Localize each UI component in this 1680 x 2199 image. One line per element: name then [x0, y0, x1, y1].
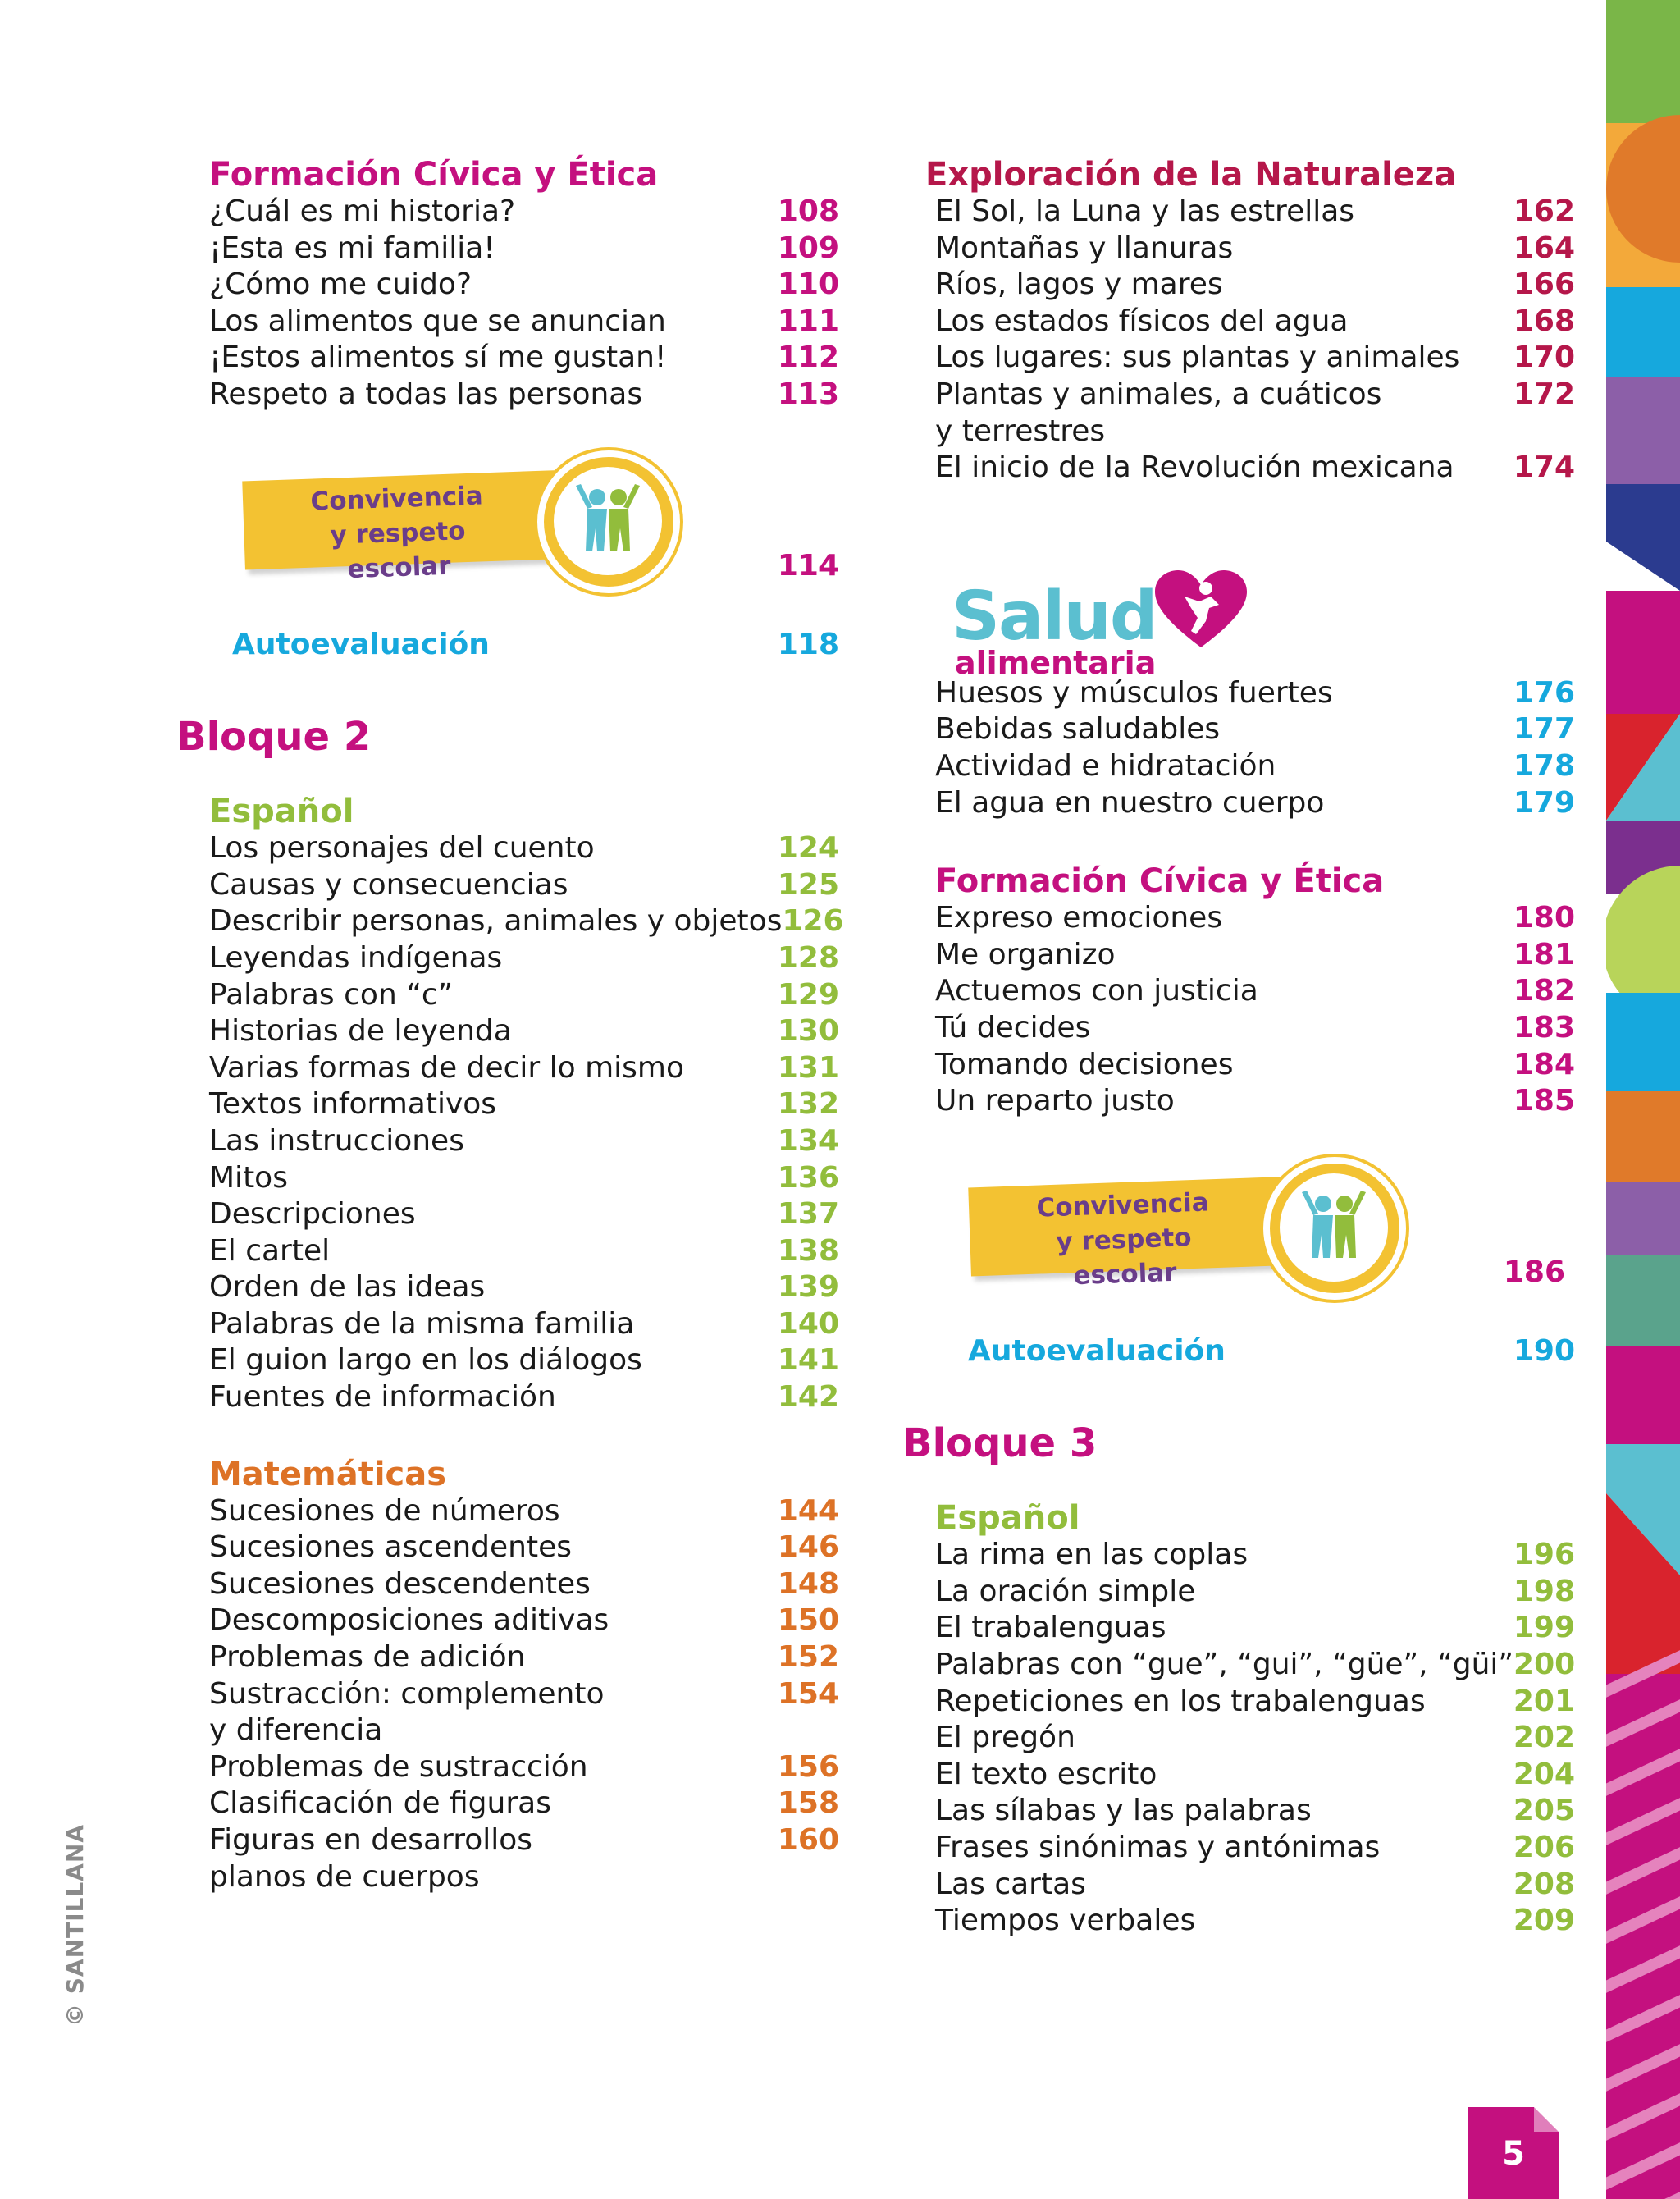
toc-entry-page: 141	[777, 1343, 839, 1378]
toc-entry-title: La oración simple	[935, 1574, 1196, 1608]
toc-entry-title: Sucesiones descendentes	[209, 1566, 591, 1601]
toc-entry	[935, 377, 1575, 450]
toc-entry	[935, 1010, 1575, 1047]
toc-entry	[209, 1013, 839, 1050]
toc-entry	[209, 194, 839, 231]
toc-entry	[935, 748, 1575, 785]
toc-entry-page: 137	[777, 1197, 839, 1232]
toc-entry-page: 124	[777, 831, 839, 866]
toc-entry-page: 180	[1513, 901, 1575, 935]
page-number: 5	[1502, 2135, 1525, 2173]
toc-entry-title: Tú decides	[935, 1010, 1091, 1045]
toc-entry	[209, 1379, 839, 1416]
toc-entry-title: Problemas de adición	[209, 1640, 526, 1675]
toc-entry	[935, 1903, 1575, 1940]
convivencia-banner-left	[209, 450, 839, 602]
toc-entry	[209, 1493, 839, 1530]
toc-entry-page: 164	[1513, 231, 1575, 265]
toc-entry-title: Respeto a todas las personas	[209, 377, 643, 411]
toc-entry	[209, 231, 839, 267]
toc-entry-title: La rima en las coplas	[935, 1538, 1249, 1572]
toc-entry-page: 132	[777, 1087, 839, 1122]
toc-entry-page: 178	[1513, 748, 1575, 783]
toc-entry	[209, 1749, 839, 1786]
toc-entry	[935, 937, 1575, 974]
toc-entry-title: Expreso emociones	[935, 901, 1223, 935]
toc-entry-title: Bebidas saludables	[935, 712, 1221, 747]
toc-entry-title: Me organizo	[935, 937, 1116, 971]
toc-list-exploracion	[935, 194, 1575, 487]
toc-entry	[209, 304, 839, 341]
toc-entry-page: 156	[777, 1749, 839, 1784]
bloque-3-heading: Bloque 3	[902, 1420, 1098, 1467]
toc-entry-title: El guion largo en los diálogos	[209, 1343, 642, 1378]
toc-entry	[209, 1639, 839, 1676]
toc-entry	[209, 1160, 839, 1197]
toc-entry-page: 110	[777, 267, 839, 302]
toc-entry-title: Repeticiones en los trabalenguas	[935, 1684, 1426, 1718]
toc-entry-title: Frases sinónimas y antónimas	[935, 1831, 1381, 1865]
toc-entry	[935, 267, 1575, 304]
toc-list-espanol-right	[935, 1537, 1575, 1940]
toc-entry-page: 138	[777, 1233, 839, 1268]
toc-entry-page: 172	[1513, 377, 1575, 411]
toc-entry-title: Huesos y músculos fuertes	[935, 675, 1333, 710]
toc-entry-title: Causas y consecuencias	[209, 867, 568, 902]
toc-entry-page: 111	[777, 304, 839, 338]
toc-entry-title: Tiempos verbales	[935, 1904, 1196, 1938]
toc-entry	[935, 900, 1575, 937]
section-title-espanol-right: Español	[935, 1499, 1080, 1538]
toc-entry-page: 112	[777, 341, 839, 375]
toc-entry-title: El agua en nuestro cuerpo	[935, 785, 1325, 820]
page-number-tab	[1468, 2107, 1559, 2199]
toc-entry-page: 129	[777, 977, 839, 1012]
toc-entry-title: Plantas y animales, a cuáticos y terrestres	[935, 377, 1382, 448]
toc-entry-page: 108	[777, 194, 839, 228]
toc-entry-title: El trabalenguas	[935, 1611, 1166, 1645]
toc-entry-page: 126	[782, 904, 844, 939]
toc-entry-title: Las cartas	[935, 1867, 1086, 1901]
toc-entry-title: Los personajes del cuento	[209, 831, 595, 866]
toc-entry-page: 198	[1513, 1574, 1575, 1608]
salud-subtitle: alimentaria	[955, 644, 1157, 681]
toc-entry	[935, 973, 1575, 1010]
toc-entry	[209, 1269, 839, 1306]
toc-entry	[935, 231, 1575, 267]
toc-entry-page: 209	[1513, 1904, 1575, 1938]
toc-entry-page: 150	[777, 1603, 839, 1638]
toc-entry	[935, 711, 1575, 748]
toc-list-matematicas	[209, 1493, 839, 1896]
toc-list-salud	[935, 675, 1575, 821]
toc-entry-title: Sucesiones de números	[209, 1493, 560, 1528]
toc-entry	[209, 940, 839, 977]
toc-entry-page: 109	[777, 231, 839, 265]
toc-entry-page: 125	[777, 867, 839, 902]
toc-entry	[935, 1793, 1575, 1830]
toc-entry-page: 182	[1513, 974, 1575, 1008]
toc-entry-page: 148	[777, 1566, 839, 1601]
toc-entry-page: 158	[777, 1786, 839, 1821]
toc-entry-title: Palabras con “c”	[209, 977, 454, 1012]
toc-entry-title: Ríos, lagos y mares	[935, 267, 1223, 302]
section-title-matematicas: Matemáticas	[209, 1455, 447, 1493]
toc-entry	[209, 1196, 839, 1233]
toc-entry-title: Fuentes de información	[209, 1380, 556, 1415]
section-title-fce-right: Formación Cívica y Ética	[935, 862, 1385, 901]
toc-entry	[935, 450, 1575, 487]
toc-entry-title: Descomposiciones aditivas	[209, 1603, 609, 1638]
people-badge	[1263, 1157, 1406, 1300]
toc-entry-page: 184	[1513, 1047, 1575, 1081]
toc-entry-page: 139	[777, 1270, 839, 1305]
toc-entry	[209, 267, 839, 304]
geometric-pattern	[1606, 0, 1680, 2199]
toc-entry	[209, 1676, 839, 1749]
toc-entry-page: 206	[1513, 1831, 1575, 1865]
copyright-text: © SANTILLANA	[62, 1824, 89, 2027]
toc-list-fce-left	[209, 194, 839, 414]
toc-entry-page: 136	[777, 1160, 839, 1195]
toc-entry-title: Varias formas de decir lo mismo	[209, 1050, 685, 1085]
toc-entry-title: Actuemos con justicia	[935, 974, 1258, 1008]
toc-entry	[209, 340, 839, 377]
toc-entry	[209, 1233, 839, 1270]
toc-entry	[935, 1720, 1575, 1757]
toc-entry	[209, 1566, 839, 1603]
section-title-fce-left: Formación Cívica y Ética	[209, 156, 659, 194]
toc-entry-title: El inicio de la Revolución mexicana	[935, 450, 1454, 485]
toc-entry	[935, 1610, 1575, 1647]
people-icon	[1282, 1176, 1386, 1279]
toc-entry	[209, 1785, 839, 1822]
heart-icon	[1152, 569, 1250, 651]
toc-entry	[935, 304, 1575, 341]
toc-entry	[935, 194, 1575, 231]
toc-entry	[209, 1529, 839, 1566]
toc-entry-title: ¿Cuál es mi historia?	[209, 194, 516, 228]
toc-entry-title: Mitos	[209, 1160, 288, 1195]
toc-entry-page: 162	[1513, 194, 1575, 228]
toc-entry	[935, 1867, 1575, 1904]
autoeval-row-right: Autoevaluación 190	[968, 1333, 1575, 1368]
toc-entry-page: 200	[1513, 1648, 1576, 1682]
toc-entry-title: Leyendas indígenas	[209, 940, 503, 975]
toc-entry-page: 176	[1513, 675, 1575, 710]
toc-entry-page: 154	[777, 1676, 839, 1711]
toc-entry-page: 185	[1513, 1084, 1575, 1118]
toc-entry	[935, 1574, 1575, 1611]
toc-entry-page: 199	[1513, 1611, 1575, 1645]
toc-entry	[209, 1050, 839, 1087]
toc-entry-title: ¿Cómo me cuido?	[209, 267, 472, 302]
toc-entry-page: 208	[1513, 1867, 1575, 1901]
toc-entry	[209, 1602, 839, 1639]
toc-entry-title: Las instrucciones	[209, 1123, 464, 1158]
toc-entry-title: Sustracción: complemento y diferencia	[209, 1676, 605, 1748]
toc-entry-title: Los alimentos que se anuncian	[209, 304, 666, 338]
banner-text: Convivencia y respeto escolar	[1035, 1187, 1210, 1291]
toc-entry-title: Palabras de la misma familia	[209, 1306, 635, 1341]
toc-entry	[935, 1757, 1575, 1794]
toc-list-fce-right	[935, 900, 1575, 1120]
toc-entry-page: 130	[777, 1014, 839, 1049]
toc-entry-title: El Sol, la Luna y las estrellas	[935, 194, 1355, 228]
toc-entry-title: ¡Esta es mi familia!	[209, 231, 495, 265]
toc-entry-page: 140	[777, 1306, 839, 1341]
toc-entry	[209, 1123, 839, 1160]
toc-entry-title: Tomando decisiones	[935, 1047, 1234, 1081]
toc-entry-title: Descripciones	[209, 1197, 416, 1232]
toc-entry	[935, 1083, 1575, 1120]
toc-entry-page: 204	[1513, 1757, 1575, 1791]
toc-entry-page: 202	[1513, 1721, 1575, 1755]
bloque-2-heading: Bloque 2	[176, 714, 372, 761]
banner-page-number: 186	[1503, 1255, 1565, 1289]
toc-entry	[209, 867, 839, 904]
toc-entry-title: Palabras con “gue”, “gui”, “güe”, “güi”	[935, 1648, 1514, 1682]
toc-entry	[935, 1537, 1575, 1574]
convivencia-banner-right	[935, 1157, 1565, 1309]
toc-entry-page: 166	[1513, 267, 1575, 302]
banner-text: Convivencia y respeto escolar	[309, 480, 484, 584]
toc-entry-title: Historias de leyenda	[209, 1014, 512, 1049]
toc-entry-page: 144	[777, 1493, 839, 1528]
toc-entry-page: 160	[777, 1823, 839, 1857]
toc-entry	[209, 1086, 839, 1123]
toc-entry-page: 201	[1513, 1684, 1575, 1718]
toc-entry-title: Los estados físicos del agua	[935, 304, 1349, 338]
toc-entry-page: 179	[1513, 785, 1575, 820]
toc-list-espanol-left	[209, 830, 844, 1416]
toc-entry	[209, 1342, 839, 1379]
toc-entry-title: Los lugares: sus plantas y animales	[935, 341, 1460, 375]
toc-entry-page: 134	[777, 1123, 839, 1158]
toc-entry	[209, 977, 839, 1014]
toc-entry	[935, 1647, 1575, 1684]
salud-word: Salud	[952, 577, 1157, 656]
toc-entry-page: 170	[1513, 341, 1575, 375]
toc-entry	[209, 903, 844, 940]
toc-entry-page: 131	[777, 1050, 839, 1085]
banner-page-number: 114	[777, 548, 839, 583]
toc-entry	[935, 1047, 1575, 1084]
toc-entry	[935, 1830, 1575, 1867]
people-icon	[556, 469, 660, 573]
toc-entry-page: 142	[777, 1380, 839, 1415]
toc-entry-title: El texto escrito	[935, 1757, 1157, 1791]
toc-entry	[209, 830, 839, 867]
people-badge	[537, 450, 680, 593]
toc-entry	[935, 785, 1575, 822]
toc-entry	[935, 340, 1575, 377]
toc-entry-page: 177	[1513, 712, 1575, 747]
left-column	[176, 156, 844, 1895]
toc-entry-page: 205	[1513, 1794, 1575, 1828]
toc-entry-title: Orden de las ideas	[209, 1270, 486, 1305]
toc-entry-title: Un reparto justo	[935, 1084, 1175, 1118]
section-title-espanol-left: Español	[209, 793, 354, 831]
section-title-exploracion: Exploración de la Naturaleza	[925, 156, 1457, 194]
toc-entry-title: Describir personas, animales y objetos	[209, 904, 783, 939]
toc-entry-page: 152	[777, 1640, 839, 1675]
toc-entry-title: Clasificación de figuras	[209, 1786, 551, 1821]
toc-entry-page: 113	[777, 377, 839, 411]
decorative-stripe	[1606, 0, 1680, 2199]
toc-entry-page: 181	[1513, 937, 1575, 971]
toc-entry	[209, 377, 839, 414]
salud-alimentaria-logo	[952, 569, 1575, 681]
toc-entry-page: 128	[777, 940, 839, 975]
toc-entry-page: 168	[1513, 304, 1575, 338]
toc-entry-title: Las sílabas y las palabras	[935, 1794, 1312, 1828]
toc-entry-title: Montañas y llanuras	[935, 231, 1234, 265]
toc-entry-title: Problemas de sustracción	[209, 1749, 588, 1784]
toc-entry-page: 183	[1513, 1010, 1575, 1045]
toc-entry-title: Figuras en desarrollos planos de cuerpos	[209, 1823, 533, 1894]
toc-entry-title: Textos informativos	[209, 1087, 497, 1122]
toc-entry-page: 146	[777, 1530, 839, 1565]
toc-entry-title: El cartel	[209, 1233, 331, 1268]
toc-entry	[209, 1306, 839, 1343]
autoeval-row-left: Autoevaluación 118	[232, 627, 839, 661]
toc-entry-title: ¡Estos alimentos sí me gustan!	[209, 341, 667, 375]
toc-entry-title: Sucesiones ascendentes	[209, 1530, 572, 1565]
toc-entry-title: Actividad e hidratación	[935, 748, 1276, 783]
toc-entry	[209, 1822, 839, 1895]
toc-entry-title: El pregón	[935, 1721, 1075, 1755]
toc-entry-page: 196	[1513, 1538, 1575, 1572]
toc-entry	[935, 1684, 1575, 1721]
toc-entry-page: 174	[1513, 450, 1575, 485]
right-column	[902, 156, 1576, 1940]
